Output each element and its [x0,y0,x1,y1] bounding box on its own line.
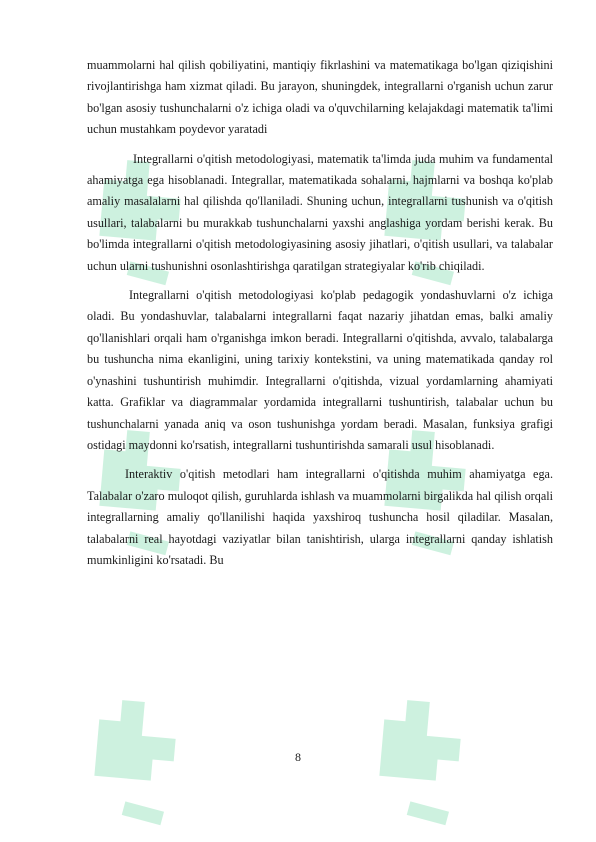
paragraph-interactive-methods: Interaktiv o'qitish metodlari ham integrallarni o'qitishda muhim ahamiyatga ega. Talabalar o'zaro muloqot qilish, guruhlarda ishlash va muammolarni birgalikda hal qilish orqali integrallarning amaliy qo'llanilishi haqida yaxshiroq tushuncha hosil qiladilar. Masalan, talabalarni real hayotdagi vaziyatlar bilan tanishtirish, ularga integrallarni qanday ishlatish mumkinligini ko'rsatadi. Bu [87,467,553,567]
paragraph-methodology: Integrallarni o'qitish metodologiyasi, matematik ta'limda juda muhim va fundamental ahamiyatga ega hisoblanadi. Integrallar, matematikada sohalarni, hajmlarni va boshqa ko'plab amaliy masalalarni hal qilishda qo'llaniladi. Shuning uchun, integrallarni tushunish va o'qitish usullari, talabalarni bu murakkab tushunchalarni yaxshi anglashiga yordam berishi kerak. Bu bo'limda integrallarni o'qitish metodologiyasining asosiy jihatlari, o'qitish usullari, va talabalar uchun ularni tushunishni osonlashtirishga qaratilgan strategiyalar ko'rib chiqiladi. [87,151,553,273]
body-text [87,55,553,579]
paragraph-pedagogical-approaches: Integrallarni o'qitish metodologiyasi ko'plab pedagogik yondashuvlarni o'z ichiga oladi. Bu yondashuvlar, talabalarni integrallarni faqat nazariy jihatdan emas, balki amaliy qo'llanishlari orqali ham o'rganishga imkon beradi. Integrallarni o'qitishda, avvalo, talabalarga bu tushuncha nima ekanligini, uning tarixiy kontekstini, va uning matematikada qanday rol o'ynashini tushuntirish muhimdir. Integrallarni o'qitishda, vizual yordamlarning ahamiyati katta. Grafiklar va diagrammalar yordamida integrallarni tushuntirish, talabalar uchun bu tushunchalarni yanada aniq va oson tushunishga yordam beradi. Masalan, funksiya grafigi ostidagi maydonni ko'rsatish, integrallarni tushuntirishda samarali usul hisoblanadi. [87,288,553,452]
page-number: 8 [295,750,301,764]
paragraph-continued: muammolarni hal qilish qobiliyatini, mantiqiy fikrlashini va matematikaga bo'lgan qiziqishini rivojlantirishga ham xizmat qiladi. Bu jarayon, shuningdek, integrallarni o'rganish uchun zarur bo'lgan asosiy tushunchalarni o'z ichiga oladi va o'quvchilarning kelajakdagi matematik ta'limi uchun mustahkam poydevor yaratadi [87,58,553,137]
